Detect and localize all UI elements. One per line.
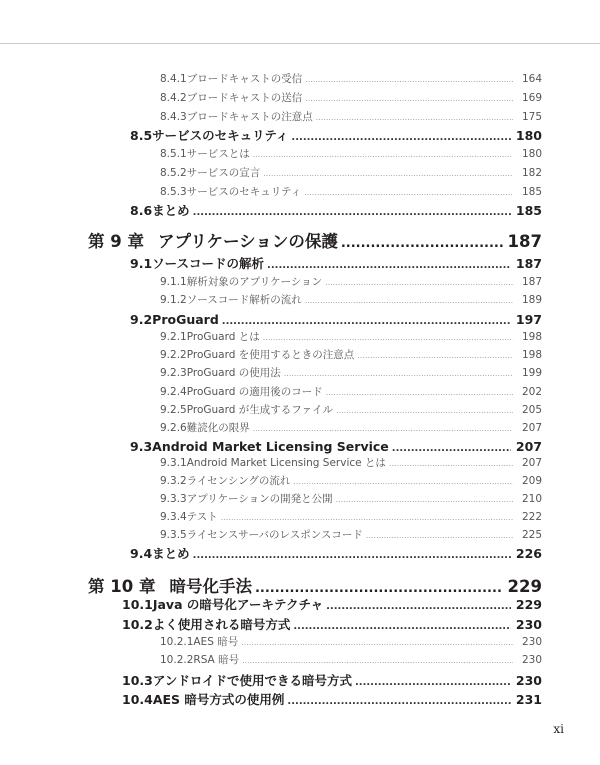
toc-section-entry	[130, 127, 542, 145]
toc-leader-dots	[253, 422, 513, 436]
toc-entry-title: RSA 暗号	[193, 654, 240, 666]
toc-leader-dots	[221, 511, 513, 525]
toc-entry-page: 230	[521, 636, 542, 648]
toc-leader-dots	[284, 367, 513, 381]
toc-entry-title: Android Market Licensing Service	[152, 439, 389, 454]
toc-section-entry	[122, 672, 542, 690]
toc-section-entry	[122, 596, 542, 614]
toc-subsection-entry	[160, 91, 542, 105]
toc-entry-title: 暗号化手法	[169, 577, 252, 596]
toc-entry-title: ソースコード解析の流れ	[186, 294, 302, 306]
toc-leader-dots	[304, 186, 513, 200]
toc-section-entry	[130, 545, 542, 563]
toc-entry-page: 226	[515, 546, 542, 561]
toc-entry-title: ProGuard	[152, 312, 219, 327]
toc-leader-dots	[263, 331, 513, 345]
toc-entry-page: 185	[515, 203, 542, 218]
toc-subsection-entry	[160, 403, 542, 417]
toc-leader-dots	[193, 547, 511, 565]
toc-leader-dots	[267, 257, 511, 275]
toc-subsection-entry	[160, 510, 542, 524]
toc-entry-number: 10.2.2	[160, 654, 194, 666]
toc-entry-number: 8.4.1	[160, 73, 187, 85]
toc-entry-title: ソースコードの解析	[152, 256, 265, 271]
toc-entry-page: 230	[515, 617, 542, 632]
toc-entry-number: 9.2.6	[160, 422, 187, 434]
toc-entry-title: サービスの宣言	[186, 167, 261, 179]
toc-entry-page: 197	[515, 312, 542, 327]
toc-entry-number: 9.2.1	[160, 331, 187, 343]
toc-entry-title: ライセンスサーバのレスポンスコード	[186, 529, 363, 541]
toc-entry-number: 10.1	[122, 597, 153, 612]
toc-entry-page: 187	[521, 276, 542, 288]
toc-entry-number: 9.3	[130, 439, 153, 454]
toc-entry-number: 9.3.2	[160, 475, 187, 487]
toc-entry-number: 9.4	[130, 546, 153, 561]
toc-subsection-entry	[160, 348, 542, 362]
toc-entry-number: 9.3.4	[160, 511, 187, 523]
toc-entry-page: 209	[521, 475, 542, 487]
toc-entry-page: 189	[521, 294, 542, 306]
toc-entry-title: サービスのセキュリティ	[186, 186, 302, 198]
toc-entry-page: 207	[515, 439, 542, 454]
toc-leader-dots	[355, 674, 511, 692]
toc-entry-number: 8.5.3	[160, 186, 187, 198]
toc-entry-title: ブロードキャストの注意点	[186, 111, 313, 123]
toc-subsection-entry	[160, 421, 542, 435]
toc-subsection-entry	[160, 474, 542, 488]
toc-entry-page: 187	[515, 256, 542, 271]
toc-section-entry	[130, 255, 542, 273]
toc-entry-number: 9.2	[130, 312, 153, 327]
toc-entry-title: 解析対象のアプリケーション	[186, 276, 323, 288]
toc-entry-number: 9.1	[130, 256, 153, 271]
toc-section-entry	[130, 202, 542, 220]
toc-subsection-entry	[160, 275, 542, 289]
toc-entry-number: 8.5	[130, 128, 153, 143]
toc-entry-title: アンドロイドで使用できる暗号方式	[152, 673, 352, 688]
toc-entry-number: 10.2.1	[160, 636, 194, 648]
toc-entry-title: ProGuard の適用後のコード	[186, 386, 323, 398]
toc-leader-dots	[305, 92, 513, 106]
toc-leader-dots	[336, 404, 513, 418]
toc-subsection-entry	[160, 528, 542, 542]
toc-leader-dots	[293, 475, 513, 489]
toc-subsection-entry	[160, 635, 542, 649]
toc-leader-dots	[305, 294, 513, 308]
toc-entry-page: 180	[521, 148, 542, 160]
toc-subsection-entry	[160, 147, 542, 161]
toc-entry-page: 205	[521, 404, 542, 416]
page-folio: xi	[553, 722, 564, 736]
toc-entry-page: 210	[521, 493, 542, 505]
toc-leader-dots	[222, 313, 511, 331]
toc-entry-page: 164	[521, 73, 542, 85]
toc-subsection-entry	[160, 653, 542, 667]
toc-entry-title: アプリケーションの保護	[157, 232, 338, 251]
toc-entry-number: 第 9 章	[88, 232, 144, 251]
toc-entry-page: 230	[515, 673, 542, 688]
toc-subsection-entry	[160, 110, 542, 124]
toc-entry-number: 8.4.3	[160, 111, 187, 123]
toc-entry-title: ライセンシングの流れ	[186, 475, 291, 487]
toc-entry-title: ProGuard を使用するときの注意点	[186, 349, 355, 361]
toc-entry-title: ProGuard とは	[186, 331, 260, 343]
toc-entry-number: 9.2.3	[160, 367, 187, 379]
toc-leader-dots	[336, 493, 513, 507]
toc-entry-page: 182	[521, 167, 542, 179]
toc-entry-number: 10.3	[122, 673, 153, 688]
toc-leader-dots	[326, 598, 511, 616]
toc-entry-page: 175	[521, 111, 542, 123]
toc-entry-number: 9.3.3	[160, 493, 187, 505]
toc-subsection-entry	[160, 72, 542, 86]
toc-section-entry	[122, 691, 542, 709]
toc-entry-number: 8.5.2	[160, 167, 187, 179]
toc-entry-number: 第 10 章	[88, 577, 156, 596]
toc-entry-page: 187	[507, 232, 542, 251]
toc-entry-page: 202	[521, 386, 542, 398]
toc-entry-number: 9.3.1	[160, 457, 187, 469]
toc-entry-number: 8.6	[130, 203, 153, 218]
toc-entry-page: 198	[521, 349, 542, 361]
toc-entry-page: 207	[521, 457, 542, 469]
toc-leader-dots	[193, 204, 511, 222]
toc-entry-title: Android Market Licensing Service とは	[186, 457, 386, 469]
toc-entry-number: 9.3.5	[160, 529, 187, 541]
toc-entry-title: まとめ	[152, 203, 190, 218]
toc-entry-page: 222	[521, 511, 542, 523]
toc-entry-page: 185	[521, 186, 542, 198]
toc-entry-number: 9.2.2	[160, 349, 187, 361]
toc-subsection-entry	[160, 492, 542, 506]
toc-entry-title: サービスのセキュリティ	[152, 128, 289, 143]
toc-entry-page: 180	[515, 128, 542, 143]
toc-entry-page: 225	[521, 529, 542, 541]
toc-subsection-entry	[160, 366, 542, 380]
toc-chapter-entry	[88, 230, 542, 254]
toc-subsection-entry	[160, 185, 542, 199]
toc-entry-number: 9.2.5	[160, 404, 187, 416]
toc-entry-title: Java の暗号化アーキテクチャ	[152, 597, 324, 612]
toc-entry-title: AES 暗号方式の使用例	[152, 692, 285, 707]
toc-entry-title: よく使用される暗号方式	[152, 617, 291, 632]
toc-entry-page: 198	[521, 331, 542, 343]
toc-leader-dots	[357, 349, 513, 363]
toc-entry-title: アプリケーションの開発と公開	[186, 493, 333, 505]
toc-entry-page: 199	[521, 367, 542, 379]
toc-subsection-entry	[160, 293, 542, 307]
toc-entry-number: 8.5.1	[160, 148, 187, 160]
toc-leader-dots	[366, 529, 513, 543]
toc-section-entry	[130, 311, 542, 329]
toc-entry-title: 難読化の限界	[186, 422, 250, 434]
toc-entry-number: 8.4.2	[160, 92, 187, 104]
toc-entry-page: 207	[521, 422, 542, 434]
toc-subsection-entry	[160, 166, 542, 180]
toc-leader-dots	[241, 636, 513, 650]
toc-entry-page: 229	[515, 597, 542, 612]
toc-entry-title: ProGuard が生成するファイル	[186, 404, 334, 416]
toc-leader-dots	[291, 129, 511, 147]
toc-entry-number: 9.1.1	[160, 276, 187, 288]
toc-leader-dots	[341, 232, 503, 256]
toc-entry-number: 9.2.4	[160, 386, 187, 398]
toc-entry-page: 230	[521, 654, 542, 666]
toc-section-entry	[122, 616, 542, 634]
toc-leader-dots	[326, 386, 513, 400]
toc-subsection-entry	[160, 330, 542, 344]
toc-leader-dots	[305, 73, 513, 87]
toc-entry-title: ブロードキャストの受信	[186, 73, 303, 85]
toc-leader-dots	[293, 618, 511, 636]
toc-entry-number: 10.2	[122, 617, 153, 632]
toc-leader-dots	[316, 111, 513, 125]
toc-leader-dots	[242, 654, 513, 668]
toc-entry-page: 231	[515, 692, 542, 707]
toc-entry-page: 229	[507, 577, 542, 596]
toc-entry-title: ProGuard の使用法	[186, 367, 281, 379]
toc-leader-dots	[253, 148, 513, 162]
toc-entry-title: サービスとは	[186, 148, 250, 160]
toc-leader-dots	[287, 693, 511, 711]
toc-leader-dots	[389, 457, 513, 471]
toc-entry-title: ブロードキャストの送信	[186, 92, 303, 104]
toc-section-entry	[130, 438, 542, 456]
toc-leader-dots	[325, 276, 513, 290]
toc-subsection-entry	[160, 385, 542, 399]
toc-entry-title: まとめ	[152, 546, 190, 561]
toc-entry-number: 9.1.2	[160, 294, 187, 306]
toc-entry-title: AES 暗号	[193, 636, 239, 648]
toc-entry-title: テスト	[186, 511, 218, 523]
toc-leader-dots	[263, 167, 513, 181]
toc-entry-page: 169	[521, 92, 542, 104]
toc-subsection-entry	[160, 456, 542, 470]
toc-entry-number: 10.4	[122, 692, 153, 707]
